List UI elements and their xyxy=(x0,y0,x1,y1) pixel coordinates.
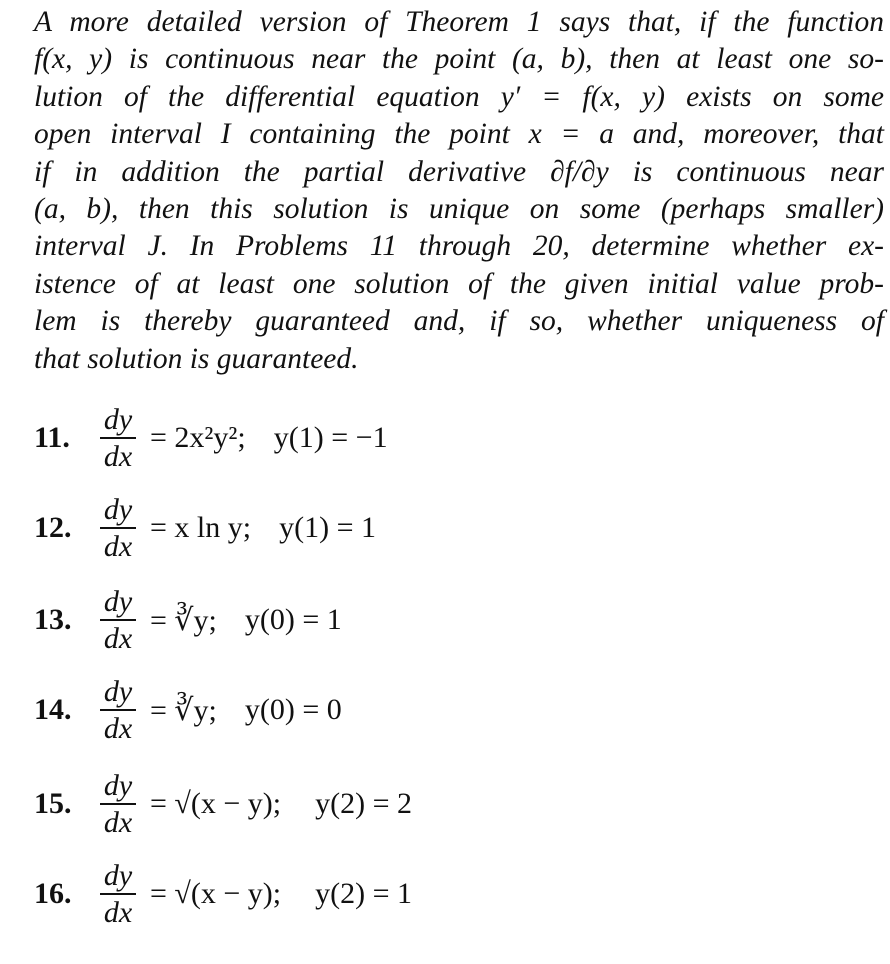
problem-13 xyxy=(34,580,342,660)
intro-line: istence of at least one solution of the given initial value prob- xyxy=(34,267,884,300)
fraction-numerator: dy xyxy=(100,586,136,621)
derivative-fraction xyxy=(96,676,140,745)
fraction-denominator: dx xyxy=(103,529,133,563)
equation-rhs: = x ln y; xyxy=(150,511,252,544)
problem-14 xyxy=(34,670,342,750)
fraction-numerator: dy xyxy=(100,860,136,895)
problem-number: 15. xyxy=(34,787,72,820)
initial-condition: y(2) = 1 xyxy=(315,877,413,910)
intro-line: open interval I containing the point x = a and, moreover, that xyxy=(34,118,884,151)
intro-line: interval J. In Problems 11 through 20, determine whether ex- xyxy=(34,230,884,263)
problem-number: 13. xyxy=(34,603,72,636)
initial-condition: y(0) = 0 xyxy=(244,693,342,726)
derivative-fraction xyxy=(96,770,140,839)
problem-15 xyxy=(34,764,412,844)
problem-16 xyxy=(34,854,412,934)
fraction-numerator: dy xyxy=(100,404,136,439)
initial-condition: y(1) = 1 xyxy=(279,511,376,544)
intro-line: if in addition the partial derivative ∂f/∂y is continuous near xyxy=(34,155,884,188)
initial-condition: y(2) = 2 xyxy=(315,787,413,820)
initial-condition: y(0) = 1 xyxy=(244,603,342,636)
equation-rhs: = √(x − y); xyxy=(150,877,282,910)
initial-condition: y(1) = −1 xyxy=(273,421,388,454)
problem-12 xyxy=(34,488,376,568)
fraction-denominator: dx xyxy=(103,895,133,929)
derivative-fraction xyxy=(96,586,140,655)
equation-rhs: = ∛y; xyxy=(150,693,217,727)
intro-paragraph xyxy=(34,4,884,378)
intro-line: lem is thereby guaranteed and, if so, whether uniqueness of xyxy=(34,305,884,338)
equation-rhs: = 2x²y²; xyxy=(150,421,246,454)
fraction-denominator: dx xyxy=(103,439,133,473)
fraction-numerator: dy xyxy=(100,676,136,711)
derivative-fraction xyxy=(96,404,140,473)
problem-number: 11. xyxy=(34,421,70,454)
problem-number: 12. xyxy=(34,511,72,544)
intro-line: (a, b), then this solution is unique on some (perhaps smaller) xyxy=(34,193,884,226)
problem-11 xyxy=(34,398,388,478)
fraction-denominator: dx xyxy=(103,711,133,745)
intro-line: f(x, y) is continuous near the point (a, b), then at least one so- xyxy=(34,43,884,76)
fraction-denominator: dx xyxy=(103,805,133,839)
fraction-denominator: dx xyxy=(103,621,133,655)
fraction-numerator: dy xyxy=(100,494,136,529)
problem-number: 14. xyxy=(34,693,72,726)
intro-line: that solution is guaranteed. xyxy=(34,342,359,375)
derivative-fraction xyxy=(96,494,140,563)
problem-number: 16. xyxy=(34,877,72,910)
intro-line: A more detailed version of Theorem 1 says that, if the function xyxy=(34,6,884,38)
equation-rhs: = ∛y; xyxy=(150,603,217,637)
intro-line: lution of the differential equation y′ = f(x, y) exists on some xyxy=(34,80,884,113)
derivative-fraction xyxy=(96,860,140,929)
equation-rhs: = √(x − y); xyxy=(150,787,282,820)
fraction-numerator: dy xyxy=(100,770,136,805)
